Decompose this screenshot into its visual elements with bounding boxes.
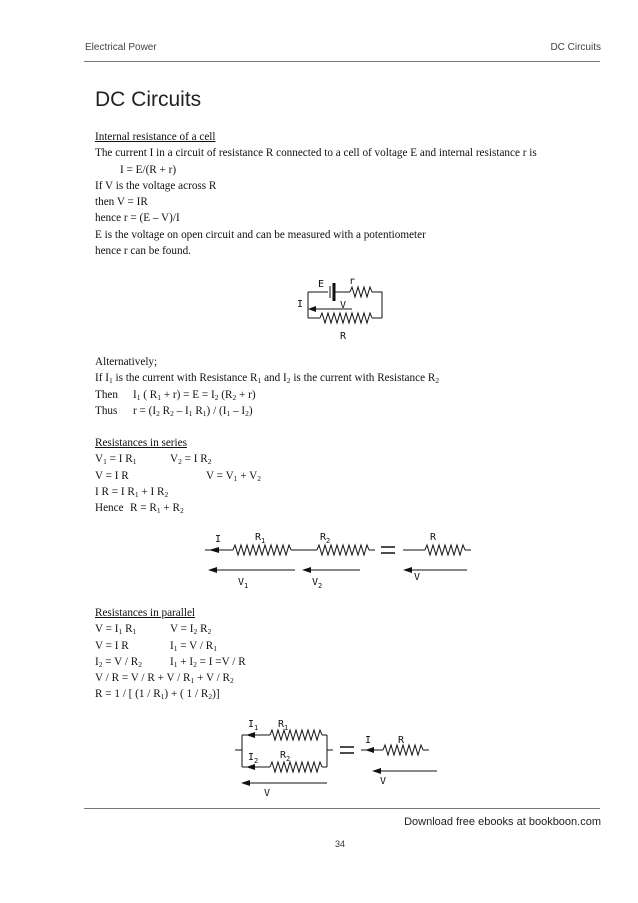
running-header-left: Electrical Power <box>85 42 157 53</box>
label-r2: $R_2$ <box>320 532 331 545</box>
label-r2: $R_2$ <box>280 750 291 763</box>
formula-line: R = 1 / [ $(1 / R_1)$ + ( $1 / R_2$)] <box>95 688 220 702</box>
label-v-total: V <box>380 776 387 787</box>
label-i2: $I_2$ <box>248 752 259 765</box>
label-resistance: R <box>340 331 347 342</box>
text-line: Alternatively; <box>95 356 158 368</box>
formula-line: Then $I_1$ ( $R_1 + r) = E = I_2$ $(R_2 + r)$ <box>95 388 256 402</box>
text-line: If $I_1$ is the current with Resistance $R_1$ and $I_2$ is the current with Resistance $R_2$ <box>95 372 440 386</box>
page-title: DC Circuits <box>95 88 202 111</box>
formula-line: $V = I_1$ $R_1$ $V = I_2$ $R_2$ <box>95 623 212 637</box>
label-v: V <box>414 572 421 583</box>
running-header-right: DC Circuits <box>550 42 601 53</box>
footer-rule <box>84 808 600 809</box>
label-i1: $I_1$ <box>248 719 259 732</box>
section-heading: Internal resistance of a cell <box>95 131 216 143</box>
formula-line: $I_2 = V / R_2$ $I_1 + I_2 = I =V / R$ <box>95 655 246 669</box>
section-internal-resistance <box>95 129 595 259</box>
text-line: E is the voltage on open circuit and can be measured with a potentiometer <box>95 228 426 241</box>
text-line: If V is the voltage across R <box>95 179 217 192</box>
label-r1: $R_1$ <box>255 532 266 545</box>
label-v1: $V_1$ <box>238 577 249 590</box>
section-heading: Resistances in series <box>95 437 187 450</box>
label-r: R <box>430 532 437 543</box>
section-heading: Resistances in parallel <box>95 607 196 619</box>
label-voltage: V <box>340 300 347 311</box>
label-e: E <box>318 279 325 290</box>
formula-line: I = E/(R + r) <box>120 163 177 176</box>
formula-line: V = I R $V = V_1 + V_2$ <box>95 469 261 483</box>
label-v2: $V_2$ <box>312 577 323 590</box>
cell-circuit-diagram <box>290 275 400 345</box>
label-r-internal: r <box>349 276 356 287</box>
label-r1: $R_1$ <box>278 719 289 732</box>
formula-line: Hence $R = R_1 + R_2$ <box>95 502 184 516</box>
label-current: I <box>365 735 372 746</box>
formula-line: $V / R = V / R + V / R_1 + V / R_2$ <box>95 672 234 686</box>
label-v: V <box>264 788 271 799</box>
section-alternative <box>95 354 595 517</box>
formula-line: $V_1 = I$ $R_1$ $V_2 = I$ $R_2$ <box>95 453 212 467</box>
text-line: hence r = (E – V)/I <box>95 212 180 225</box>
label-current: I <box>297 299 304 310</box>
text-line: The current I in a circuit of resistance R connected to a cell of voltage E and internal resistance r is <box>95 147 537 160</box>
text-line: hence r can be found. <box>95 245 191 258</box>
section-parallel <box>95 605 595 703</box>
formula-line: V = I R $I_1 = V / R_1$ <box>95 639 217 653</box>
label-current: I <box>215 534 222 545</box>
header-rule <box>84 61 600 62</box>
bookboon-link[interactable]: Download free ebooks at bookboon.com <box>404 816 601 828</box>
label-r: R <box>398 735 405 746</box>
formula-line: Thus $r = (I_2$ $R_2 - I_1$ $R_1) / (I_1 - I_2)$ <box>95 404 253 418</box>
text-line: then V = IR <box>95 196 148 209</box>
page-number: 34 <box>334 839 345 849</box>
parallel-resistor-diagram <box>235 715 445 800</box>
series-resistor-diagram <box>205 530 475 595</box>
formula-line: I R = I $R_1 + I$ $R_2$ <box>95 486 169 500</box>
